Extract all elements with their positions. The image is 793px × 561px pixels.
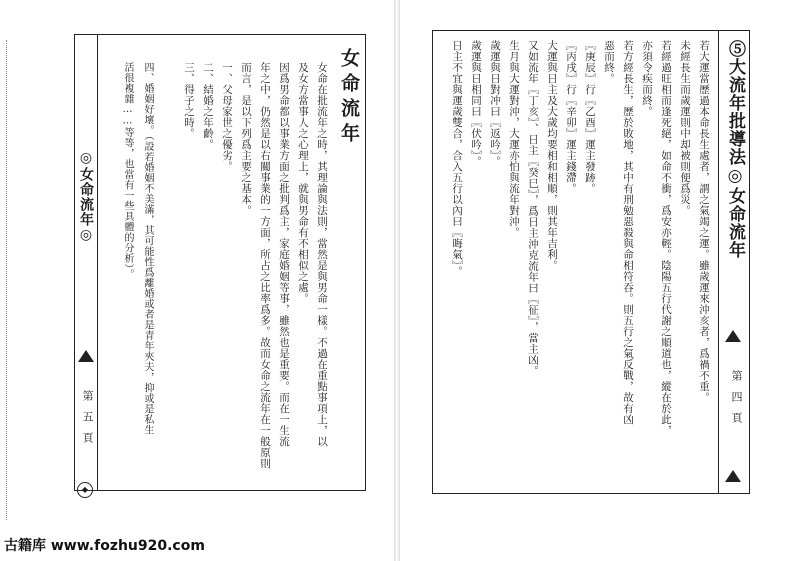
left-margin-marks: [6, 40, 13, 520]
left-text-col-8: 三、得子之時。: [183, 62, 195, 139]
right-page-bottom-triangle-icon: [725, 470, 741, 482]
left-text-col-4: 年之中，仍然是以右關事業的一方面，所占之比率爲多。故而女命之流年在一般原則: [259, 62, 271, 469]
left-text-col-10: 活很複雜……等等，也當有一些具體的分析）。: [122, 62, 133, 280]
right-text-col-8: 〖丙戌〗行〖辛卯〗運主錢滯。: [565, 40, 577, 194]
right-page: [398, 0, 793, 561]
left-text-col-2: 及女方當事人之心理上，就與男命有不相似之處。: [297, 62, 309, 304]
right-text-col-6: 惡而終。: [603, 40, 615, 84]
left-page: [0, 0, 396, 561]
left-page-number: 第五頁: [81, 390, 94, 453]
right-running-header: ⑤大流年批導法◎女命流年: [725, 40, 745, 259]
left-page-bottom-mark-icon: ◆: [77, 482, 93, 498]
right-page-number: 第四頁: [730, 370, 743, 433]
right-text-col-10: 又如流年〖丁亥〗、日主〖癸巳〗，爲日主沖克流年曰〖征〗，當主凶。: [527, 40, 539, 377]
left-text-col-9: 四、婚姻好壞。（設若婚姻不美滿，其可能性爲離婚或者是青年夾夫，抑或是私生: [142, 62, 153, 435]
right-text-col-7: 〖庚辰〗行〖乙酉〗運主發跡。: [584, 40, 596, 194]
left-text-col-5: 而言，是以下列爲主要之基本。: [240, 62, 252, 216]
watermark-url: www.fozhu920.com: [50, 538, 205, 554]
right-text-col-3: 若經過旺相而逢死絕，如命不衝，爲安亦輕。陰陽五行代謝之順道也，縱在於此，: [660, 40, 672, 436]
left-text-col-3: 因爲男命都以事業方面之批判爲主，家庭婚姻等事，雖然也是重要。而在一生流: [278, 62, 290, 447]
right-text-col-12: 歲運與日對冲曰〖返吟〗。: [489, 40, 501, 167]
chapter-title: 女命流年: [338, 48, 360, 148]
right-text-col-5: 若方經長生，歷於敗地，其中有刑勉惡殺與命相符吞。則五行之氣反戰，故有凶: [622, 40, 634, 425]
left-text-col-7: 二、結婚之年齡。: [202, 62, 214, 150]
left-running-header: ◎女命流年◎: [78, 150, 94, 244]
site-watermark: [4, 535, 205, 555]
right-text-col-14: 日主不宜與運歲雙合，合入五行以內曰〖晦氣〗。: [451, 40, 463, 277]
left-text-col-1: 女命在批流年之時，其理論與法則，當然是與男命一樣。不過在重點事項上，以: [316, 62, 328, 447]
right-header-triangle-icon: [725, 330, 741, 342]
watermark-site-name: 古籍库: [4, 538, 46, 554]
right-text-col-11: 生月與大運對沖，大運亦怕與流年對沖。: [508, 40, 520, 238]
right-text-col-13: 歲運與日相同曰〖伏吟〗。: [470, 40, 482, 167]
left-header-triangle-icon: [78, 350, 94, 362]
right-text-col-9: 大運與日主及大歲均要相和相順，則其年吉利。: [546, 40, 558, 271]
right-text-col-4: 亦須令疾而終。: [641, 40, 653, 117]
right-text-col-2: 未經長生而歲運則中却被則便爲災。: [679, 40, 691, 216]
right-text-col-1: 若大運當歷過本命長生處者，謂之氣竭之運。雖歲運來沖亥者，爲禍不重。: [698, 40, 710, 403]
left-text-col-6: 一、父母家世之優劣。: [221, 62, 233, 172]
